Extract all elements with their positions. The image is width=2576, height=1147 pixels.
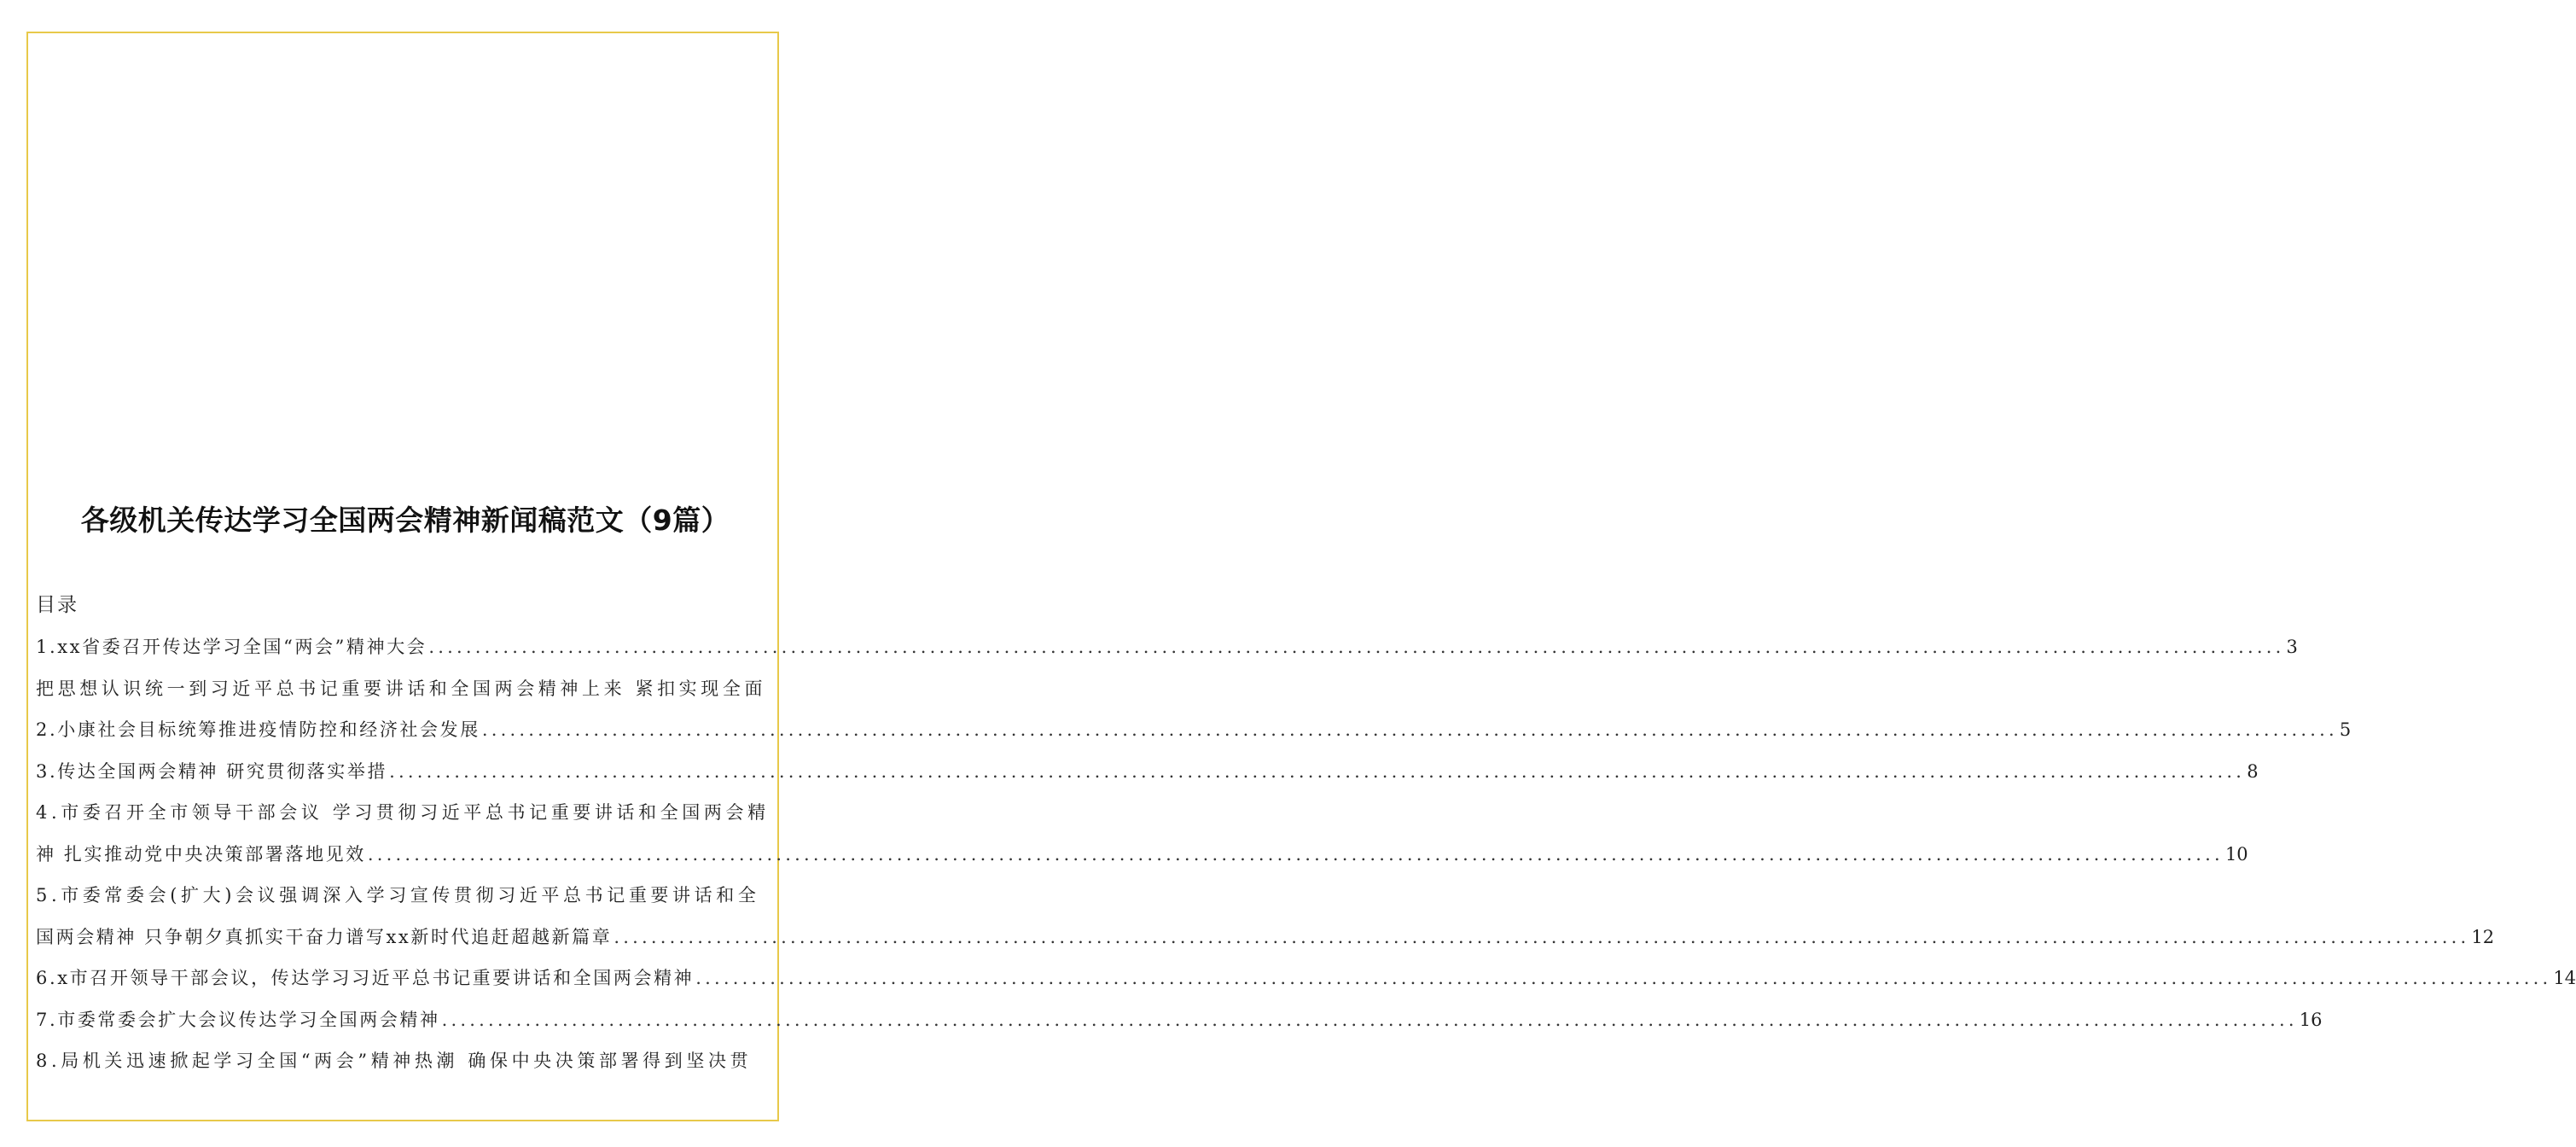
toc-page-number: 5 — [2339, 719, 2352, 740]
toc-entry-text: 6.x市召开领导干部会议，传达学习习近平总书记重要讲话和全国两会精神 — [36, 968, 695, 988]
table-of-contents — [36, 630, 2576, 1086]
toc-page-number: 8 — [2247, 760, 2259, 782]
toc-dot-leader: ........................................................................................................................................................................................................ — [613, 926, 2470, 947]
toc-page-number: 14 — [2553, 968, 2576, 988]
toc-dot-leader: ........................................................................................................................................................................................................ — [367, 843, 2224, 865]
toc-page-number: 10 — [2224, 843, 2248, 865]
toc-heading: 目录 — [36, 594, 79, 616]
toc-page-number: 16 — [2299, 1009, 2323, 1030]
toc-entry-text: 5.市委常委会(扩大)会议强调深入学习宣传贯彻习近平总书记重要讲话和全 — [36, 885, 760, 905]
toc-entry-text: 国两会精神 只争朝夕真抓实干奋力谱写xx新时代追赶超越新篇章 — [36, 926, 613, 947]
toc-dot-leader: ........................................................................................................................................................................................................ — [441, 1009, 2298, 1030]
toc-entry[interactable] — [36, 920, 2495, 962]
toc-dot-leader: ........................................................................................................................................................................................................ — [481, 719, 2338, 740]
toc-page-number: 12 — [2471, 926, 2495, 947]
toc-entry[interactable] — [36, 1003, 2323, 1045]
toc-entry[interactable] — [36, 630, 2298, 672]
toc-entry-text: 8.局机关迅速掀起学习全国“两会”精神热潮 确保中央决策部署得到坚决贯 — [36, 1051, 753, 1071]
toc-entry-text: 2.小康社会目标统筹推进疫情防控和经济社会发展 — [36, 719, 480, 740]
toc-entry-text: 3.传达全国两会精神 研究贯彻落实举措 — [36, 760, 388, 782]
toc-entry-text: 把思想认识统一到习近平总书记重要讲话和全国两会精神上来 紧扣实现全面 — [36, 678, 767, 699]
toc-entry[interactable] — [36, 672, 773, 713]
toc-entry-text: 神 扎实推动党中央决策部署落地见效 — [36, 843, 366, 865]
toc-page-number: 3 — [2286, 637, 2298, 657]
toc-entry-text: 4.市委召开全市领导干部会议 学习贯彻习近平总书记重要讲话和全国两会精 — [36, 802, 770, 823]
toc-entry-text: 1.xx省委召开传达学习全国“两会”精神大会 — [36, 637, 427, 657]
toc-dot-leader: ........................................................................................................................................................................................................ — [428, 637, 2285, 657]
toc-entry-text: 7.市委常委会扩大会议传达学习全国两会精神 — [36, 1009, 440, 1030]
document-title: 各级机关传达学习全国两会精神新闻稿范文（9篇） — [80, 504, 730, 537]
toc-entry[interactable] — [36, 878, 773, 920]
toc-entry[interactable] — [36, 795, 773, 837]
toc-dot-leader: ........................................................................................................................................................................................................ — [695, 968, 2552, 988]
toc-entry[interactable] — [36, 961, 2576, 1003]
toc-entry[interactable] — [36, 754, 2259, 796]
toc-entry[interactable] — [36, 713, 2352, 754]
toc-dot-leader: ........................................................................................................................................................................................................ — [389, 760, 2246, 782]
toc-entry[interactable] — [36, 1044, 773, 1086]
toc-entry[interactable] — [36, 837, 2248, 879]
